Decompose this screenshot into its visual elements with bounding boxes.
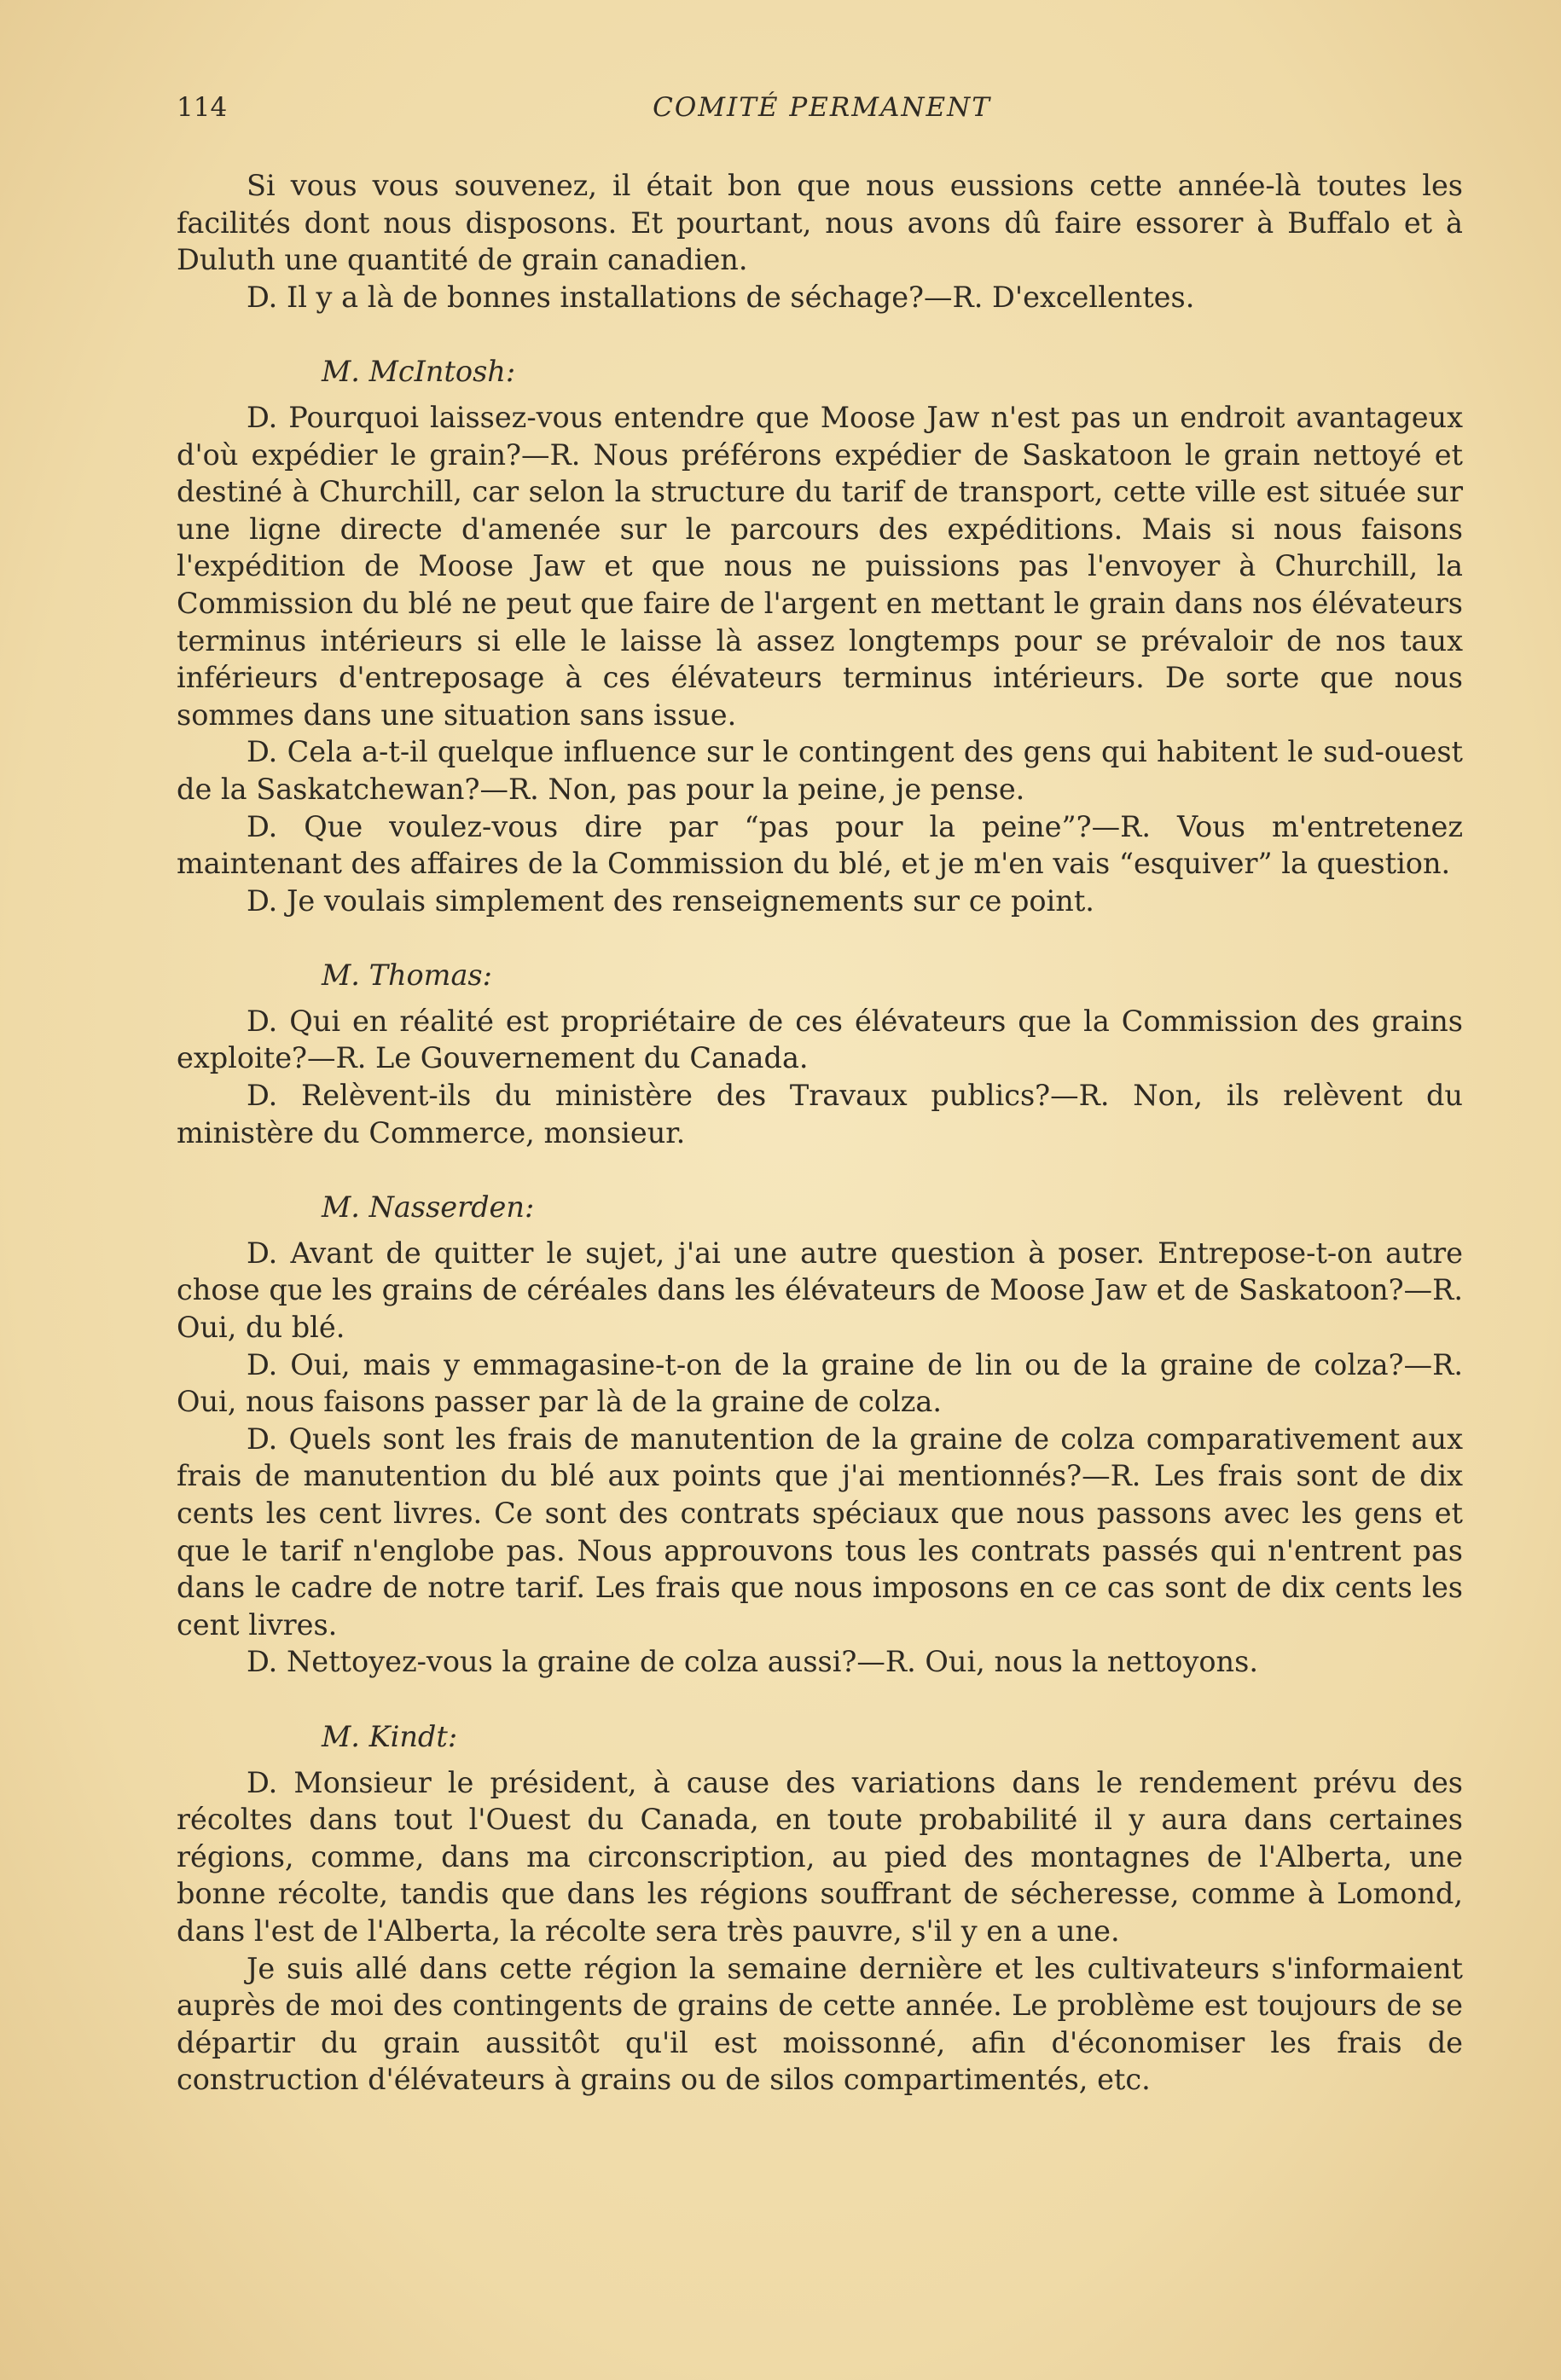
- speaker-name: M. Thomas:: [322, 958, 492, 993]
- speaker-section: [177, 1718, 1463, 2099]
- page-number: 114: [177, 92, 228, 123]
- paragraph: D. Cela a-t-il quelque influence sur le contingent des gens qui habitent le sud-ouest de la Saskatchewan?—R. Non, pas pour la peine, je pense.: [177, 735, 1463, 806]
- speaker-section: [177, 353, 1463, 919]
- speaker-section: [177, 1189, 1463, 1681]
- speaker-name: M. Nasserden:: [322, 1190, 535, 1225]
- speaker-section: [177, 957, 1463, 1151]
- document-body: [177, 167, 1463, 2099]
- paragraph: D. Relèvent-ils du ministère des Travaux publics?—R. Non, ils relèvent du ministère du Commerce, monsieur.: [177, 1079, 1463, 1149]
- paragraph: D. Il y a là de bonnes installations de séchage?—R. D'excellentes.: [247, 280, 1195, 314]
- paragraph: D. Que voulez-vous dire par “pas pour la peine”?—R. Vous m'entretenez maintenant des affaires de la Commission du blé, et je m'en vais “esquiver” la question.: [177, 809, 1463, 881]
- paragraph: D. Oui, mais y emmagasine-t-on de la graine de lin ou de la graine de colza?—R. Oui, nous faisons passer par là de la graine de colza.: [177, 1347, 1463, 1419]
- paragraph: D. Quels sont les frais de manutention de la graine de colza comparativement aux frais de manutention du blé aux points que j'ai mentionnés?—R. Les frais sont de dix cents les cent livres. Ce sont des contrats spéciaux que nous passons avec les gens et que le tarif n'englobe pas. Nous approuvons tous les contrats passés qui n'entrent pas dans le cadre de notre tarif. Les frais que nous imposons en ce cas sont de dix cents les cent livres.: [177, 1422, 1463, 1642]
- paragraph: Je suis allé dans cette région la semaine dernière et les cultivateurs s'informaient auprès de moi des contingents de grains de cette année. Le problème est toujours de se départir du grain aussitôt qu'il est moissonné, afin d'économiser les frais de construction d'élévateurs à grains ou de silos compartimentés, etc.: [177, 1951, 1463, 2097]
- running-title: COMITÉ PERMANENT: [653, 92, 991, 123]
- paragraph: D. Pourquoi laissez-vous entendre que Moose Jaw n'est pas un endroit avantageux d'où expédier le grain?—R. Nous préférons expédier de Saskatoon le grain nettoyé et destiné à Churchill, car selon la structure du tarif de transport, cette ville est située sur une ligne directe d'amenée sur le parcours des expéditions. Mais si nous faisons l'expédition de Moose Jaw et que nous ne puissions pas l'envoyer à Churchill, la Commission du blé ne peut que faire de l'argent en mettant le grain dans nos élévateurs terminus intérieurs si elle le laisse là assez longtemps pour se prévaloir de nos taux inférieurs d'entreposage à ces élévateurs terminus intérieurs. De sorte que nous sommes dans une situation sans issue.: [177, 400, 1463, 732]
- paragraph: D. Avant de quitter le sujet, j'ai une autre question à poser. Entrepose-t-on autre chose que les grains de céréales dans les élévateurs de Moose Jaw et de Saskatoon?—R. Oui, du blé.: [177, 1236, 1463, 1345]
- speaker-name: M. Kindt:: [322, 1719, 458, 1753]
- speaker-name: M. McIntosh:: [322, 355, 516, 389]
- paragraph: D. Nettoyez-vous la graine de colza aussi?—R. Oui, nous la nettoyons.: [247, 1645, 1258, 1679]
- paragraph: Si vous vous souvenez, il était bon que nous eussions cette année-là toutes les facilités dont nous disposons. Et pourtant, nous avons dû faire essorer à Buffalo et à Duluth une quantité de grain canadien.: [177, 169, 1463, 277]
- paragraph: D. Qui en réalité est propriétaire de ces élévateurs que la Commission des grains exploite?—R. Le Gouvernement du Canada.: [177, 1004, 1463, 1075]
- paragraph: D. Monsieur le président, à cause des variations dans le rendement prévu des récoltes dans tout l'Ouest du Canada, en toute probabilité il y aura dans certaines régions, comme, dans ma circonscription, au pied des montagnes de l'Alberta, une bonne récolte, tandis que dans les régions souffrant de sécheresse, comme à Lomond, dans l'est de l'Alberta, la récolte sera très pauvre, s'il y en a une.: [177, 1765, 1463, 1948]
- page-header: [177, 92, 1467, 130]
- paragraph: D. Je voulais simplement des renseignements sur ce point.: [247, 883, 1094, 918]
